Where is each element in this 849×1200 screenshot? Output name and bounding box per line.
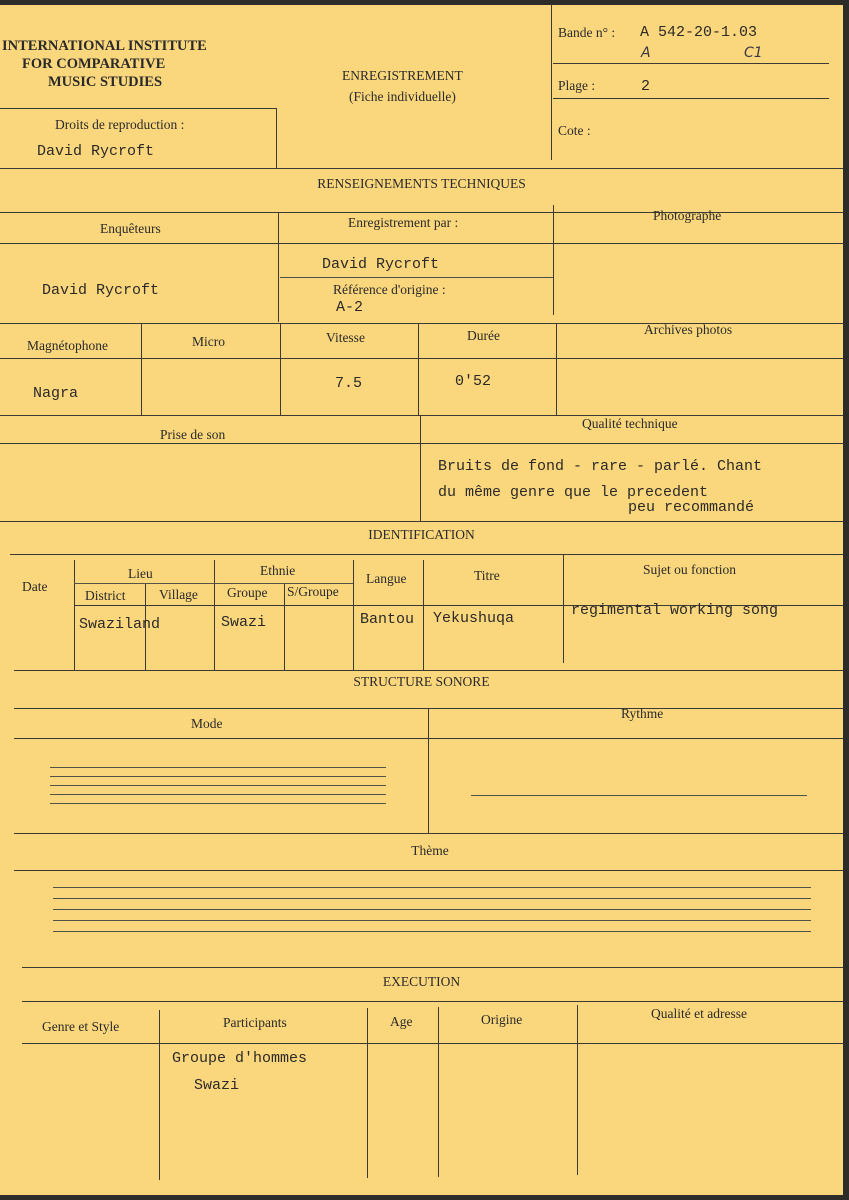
groupe-label: Groupe <box>227 585 268 600</box>
institute-line-3: MUSIC STUDIES <box>48 74 163 90</box>
theme-bottom-line <box>22 967 843 968</box>
structure-heading: STRUCTURE SONORE <box>353 674 490 689</box>
col-divider-1 <box>278 212 279 322</box>
magnetophone-label: Magnétophone <box>27 338 108 353</box>
enregistrement-par-value: David Rycroft <box>322 256 440 273</box>
form-subtitle: (Fiche individuelle) <box>349 89 456 104</box>
village-label: Village <box>159 587 198 602</box>
mode-header-line <box>14 738 843 739</box>
ident-divider-lieu <box>214 560 215 670</box>
equip-divider-3 <box>418 323 419 415</box>
bande-label: Bande n° : <box>558 25 616 40</box>
identification-bottom-line <box>14 670 843 671</box>
ident-divider-date <box>74 560 75 670</box>
identification-heading: IDENTIFICATION <box>368 527 475 542</box>
photographe-label: Photographe <box>653 208 722 223</box>
institute-line-1: INTERNATIONAL INSTITUTE <box>2 38 207 54</box>
date-label: Date <box>22 579 48 594</box>
equip-divider-4 <box>556 323 557 415</box>
ident-divider-groupe <box>284 583 285 670</box>
qualite-technique-label: Qualité technique <box>582 416 678 431</box>
prise-divider <box>420 415 421 521</box>
sujet-value: regimental working song <box>571 602 779 619</box>
langue-value: Bantou <box>360 611 415 628</box>
titre-value: Yekushuqa <box>433 610 515 627</box>
participants-value-line-1: Groupe d'hommes <box>172 1050 308 1067</box>
participants-label: Participants <box>223 1015 287 1030</box>
archives-label: Archives photos <box>644 322 733 337</box>
origine-label: Origine <box>481 1012 523 1027</box>
mode-staff-line-1 <box>50 767 386 768</box>
cote-label: Cote : <box>558 123 591 138</box>
theme-label: Thème <box>411 843 449 858</box>
bande-underline <box>553 63 829 64</box>
identification-line <box>10 554 843 555</box>
groupe-value: Swazi <box>221 614 267 631</box>
genre-label: Genre et Style <box>42 1019 120 1034</box>
duree-label: Durée <box>467 328 500 343</box>
col-divider-2 <box>553 205 554 315</box>
theme-staff-line-3 <box>53 909 811 910</box>
titre-label: Titre <box>474 568 500 583</box>
header-divider <box>551 5 552 160</box>
form-title: ENREGISTREMENT <box>342 68 463 83</box>
header-bottom-line <box>0 168 843 169</box>
age-label: Age <box>390 1014 413 1029</box>
execution-header-line <box>22 1043 843 1044</box>
ident-divider-ethnie <box>353 560 354 670</box>
plage-value: 2 <box>641 78 651 95</box>
ident-divider-titre <box>563 555 564 663</box>
micro-label: Micro <box>192 334 225 349</box>
ethnie-label: Ethnie <box>260 563 296 578</box>
qualite-adresse-label: Qualité et adresse <box>651 1006 747 1021</box>
theme-staff-line-2 <box>53 898 811 899</box>
structure-bottom-line <box>14 833 843 834</box>
equip-divider-2 <box>280 323 281 415</box>
theme-staff-line-1 <box>53 887 811 888</box>
bande-note-c1: C1 <box>744 45 763 61</box>
lieu-label: Lieu <box>128 566 153 581</box>
recording-form-card <box>0 5 843 1195</box>
bande-value: A 542-20-1.03 <box>640 24 758 41</box>
theme-line <box>14 870 843 871</box>
vitesse-label: Vitesse <box>326 330 365 345</box>
mode-staff-line-5 <box>50 803 386 804</box>
reference-label: Référence d'origine : <box>333 282 446 297</box>
mode-staff-line-2 <box>50 776 386 777</box>
plage-underline <box>553 98 829 99</box>
execution-heading: EXECUTION <box>382 974 461 989</box>
sgroupe-label: S/Groupe <box>287 584 339 599</box>
qualite-value-line-2: du même genre que le precedent <box>438 484 709 501</box>
mode-staff-line-3 <box>50 785 386 786</box>
exec-divider-3 <box>438 1007 439 1177</box>
duree-value: 0'52 <box>455 373 492 390</box>
mode-rythme-divider <box>428 708 429 833</box>
exec-divider-4 <box>577 1005 578 1175</box>
exec-divider-2 <box>367 1008 368 1178</box>
equipment-bottom-line <box>0 415 843 416</box>
magnetophone-value: Nagra <box>33 385 79 402</box>
reference-line <box>280 277 553 278</box>
enqueteurs-value: David Rycroft <box>42 282 160 299</box>
mode-label: Mode <box>191 716 223 731</box>
vitesse-value: 7.5 <box>335 375 363 392</box>
droits-value: David Rycroft <box>37 143 155 160</box>
reference-value: A-2 <box>336 299 364 316</box>
droits-top-line <box>0 108 276 109</box>
renseignements-heading: RENSEIGNEMENTS TECHNIQUES <box>317 176 526 191</box>
equipment-header-line <box>0 358 843 359</box>
prise-header-line <box>0 443 843 444</box>
langue-label: Langue <box>366 571 407 586</box>
droits-label: Droits de reproduction : <box>55 117 185 132</box>
qualite-value-line-3: peu recommandé <box>628 499 755 516</box>
enregistrement-par-label: Enregistrement par : <box>348 215 459 230</box>
bande-note-a: A <box>641 45 651 61</box>
mode-staff-line-4 <box>50 794 386 795</box>
theme-staff-line-4 <box>53 920 811 921</box>
district-value: Swaziland <box>79 616 161 633</box>
enqueteurs-label: Enquêteurs <box>100 221 161 236</box>
sujet-label: Sujet ou fonction <box>643 562 736 577</box>
district-label: District <box>85 588 126 603</box>
execution-line <box>22 1001 843 1002</box>
rythme-label: Rythme <box>621 706 664 721</box>
plage-label: Plage : <box>558 78 596 93</box>
technique-bottom-line <box>0 521 843 522</box>
droits-divider <box>276 108 277 168</box>
prise-de-son-label: Prise de son <box>160 427 226 442</box>
enqueteurs-row-line <box>0 243 843 244</box>
exec-divider-1 <box>159 1010 160 1180</box>
rythme-line <box>471 795 807 796</box>
ident-divider-langue <box>423 560 424 670</box>
equip-divider-1 <box>141 323 142 415</box>
theme-staff-line-5 <box>53 931 811 932</box>
institute-line-2: FOR COMPARATIVE <box>22 56 166 72</box>
participants-value-line-2: Swazi <box>194 1077 240 1094</box>
qualite-value-line-1: Bruits de fond - rare - parlé. Chant <box>438 458 763 475</box>
